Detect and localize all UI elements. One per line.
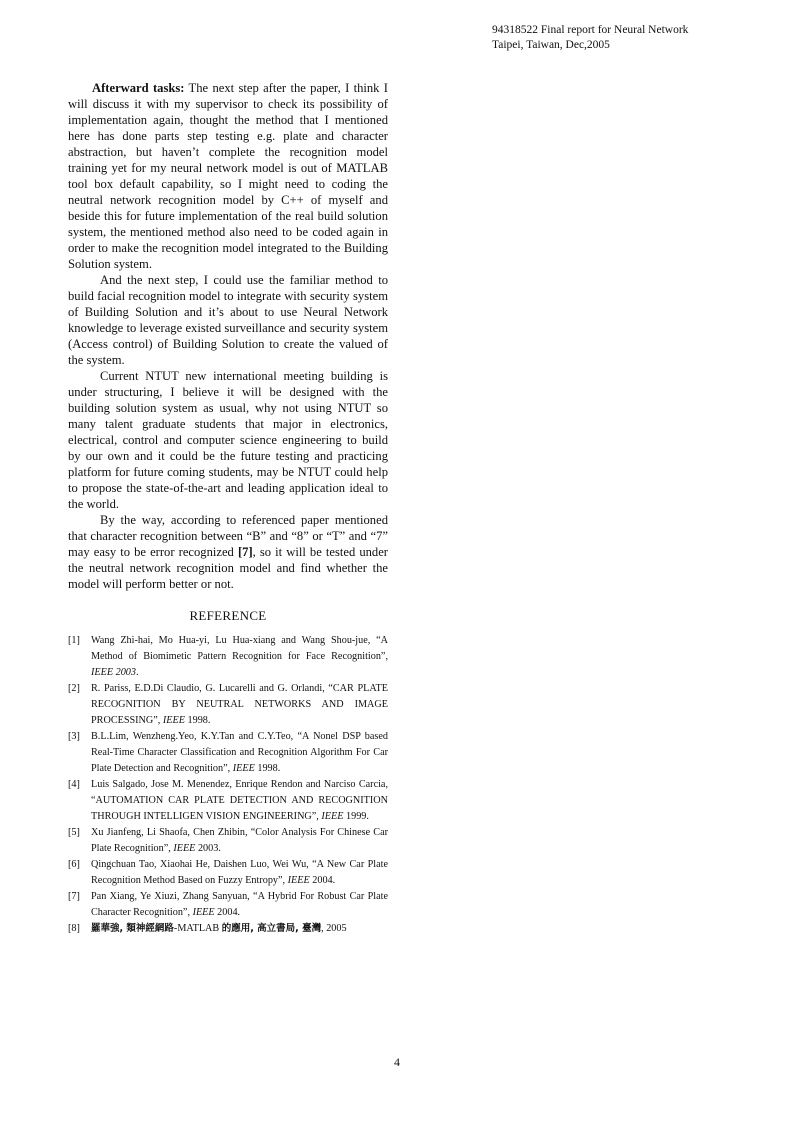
page-number: 4 — [394, 1055, 400, 1069]
reference-item — [68, 681, 388, 729]
paragraph-lead-heading: Afterward tasks: — [92, 81, 185, 95]
reference-text — [91, 859, 388, 886]
reference-year: 1998. — [254, 763, 281, 774]
reference-item — [68, 857, 388, 889]
paragraph-text: By the way, according to referenced paper mentioned that character recognition between “B” and “8” or “T” and “7” may easy to be error recognized — [68, 513, 388, 559]
reference-year: , 2005 — [321, 923, 347, 934]
reference-citation: Qingchuan Tao, Xiaohai He, Daishen Luo, Wei Wu, “A New Car Plate Recognition Method Based on Fuzzy Entropy”, — [91, 859, 388, 886]
reference-text — [91, 779, 388, 822]
reference-text — [91, 891, 388, 918]
reference-venue: IEEE — [173, 843, 196, 854]
reference-text — [91, 923, 347, 934]
citation-link: [7] — [237, 545, 253, 559]
header-place-date-line: Taipei, Taiwan, Dec,2005 — [492, 39, 610, 51]
references-heading: REFERENCE — [189, 608, 267, 623]
reference-item — [68, 889, 388, 921]
reference-year: 1999. — [343, 811, 369, 822]
reference-number: [8] — [68, 923, 80, 934]
reference-text — [91, 683, 388, 726]
reference-item — [68, 825, 388, 857]
reference-number: [7] — [68, 891, 80, 902]
reference-text — [91, 731, 388, 774]
reference-citation: Pan Xiang, Ye Xiuzi, Zhang Sanyuan, “A Hybrid For Robust Car Plate Character Recognition”, — [91, 891, 388, 918]
reference-item — [68, 729, 388, 777]
reference-author-title-cjk: 羅華強, 類神經網路 — [91, 923, 174, 934]
reference-text — [91, 635, 388, 678]
reference-year: . — [135, 667, 139, 678]
reference-citation: Xu Jianfeng, Li Shaofa, Chen Zhibin, “Color Analysis For Chinese Car Plate Recognition”, — [91, 827, 388, 854]
body-text-column — [68, 80, 388, 592]
reference-item — [68, 921, 388, 937]
running-header — [492, 23, 688, 53]
reference-year: 2003. — [195, 843, 221, 854]
reference-number: [1] — [68, 635, 80, 646]
reference-title-latin: -MATLAB — [173, 923, 222, 934]
reference-citation: Luis Salgado, Jose M. Menendez, Enrique Rendon and Narciso Carcia, “AUTOMATION CAR PLATE DETECTION AND RECOGNITION THROUGH INTELLIGEN VISION ENGINEERING”, — [91, 779, 388, 822]
reference-citation: R. Pariss, E.D.Di Claudio, G. Lucarelli and G. Orlandi, “CAR PLATE RECOGNITION BY NEUTRAL NETWORKS AND IMAGE PROCESSING”, — [91, 683, 388, 726]
paragraph-by-the-way — [68, 512, 388, 592]
paragraph-afterward-tasks — [68, 80, 388, 272]
reference-citation: B.L.Lim, Wenzheng.Yeo, K.Y.Tan and C.Y.Teo, “A Nonel DSP based Real-Time Character Classification and Recognition Algorithm For Car Plate Detection and Recognition”, — [91, 731, 388, 774]
reference-venue: IEEE 2003 — [91, 667, 136, 678]
paragraph-ntut-building: Current NTUT new international meeting building is under structuring, I believe it will be designed with the building solution system as usual, why not using NTUT so many talent graduate students that major in electronics, electrical, control and computer science engineering to build by our own and it could be the future testing and practicing platform for future coming students, may be NTUT could help to propose the state-of-the-art and leading application ideal to the world. — [68, 369, 388, 511]
reference-year: 2004. — [309, 875, 336, 886]
reference-number: [3] — [68, 731, 80, 742]
reference-venue: IEEE — [162, 715, 185, 726]
reference-text — [91, 827, 388, 854]
paragraph-text: , so it will be tested under the neutral network recognition model and find whether the model will perform better or not. — [68, 545, 389, 591]
reference-venue: IEEE — [321, 811, 344, 822]
reference-item — [68, 777, 388, 825]
reference-number: [6] — [68, 859, 80, 870]
reference-venue: IEEE — [232, 763, 255, 774]
reference-year: 1998. — [184, 715, 211, 726]
reference-number: [2] — [68, 683, 80, 694]
header-course-line: 94318522 Final report for Neural Network — [492, 24, 689, 36]
paragraph-text: The next step after the paper, I think I will discuss it with my supervisor to check its possibility of implementation again, thought the method that I mentioned here has done parts step testing e.g. plate and character abstraction, but haven’t complete the recognition model training yet for my neural network model is out of MATLAB tool box default capability, so I might need to coding the neutral network recognition model by C++ of myself and beside this for future implementation of the real build solution system, the mentioned method also need to be coded again in order to make the recognition model integrated to the Building Solution system. — [68, 81, 388, 271]
reference-number: [4] — [68, 779, 80, 790]
reference-list — [68, 633, 388, 937]
paragraph-next-step: And the next step, I could use the familiar method to build facial recognition model to integrate with security system of Building Solution and it’s about to use Neural Network knowledge to leverage existed surveillance and security system (Access control) of Building Solution to create the valued of the system. — [68, 273, 388, 367]
reference-year: 2004. — [214, 907, 241, 918]
reference-item — [68, 633, 388, 681]
reference-venue: IEEE — [287, 875, 310, 886]
reference-venue: IEEE — [192, 907, 215, 918]
reference-publisher-cjk: 的應用, 高立書局, 臺灣 — [221, 923, 322, 934]
reference-citation: Wang Zhi-hai, Mo Hua-yi, Lu Hua-xiang and Wang Shou-jue, “A Method of Biomimetic Pattern Recognition for Face Recognition”, — [91, 635, 388, 662]
reference-number: [5] — [68, 827, 80, 838]
